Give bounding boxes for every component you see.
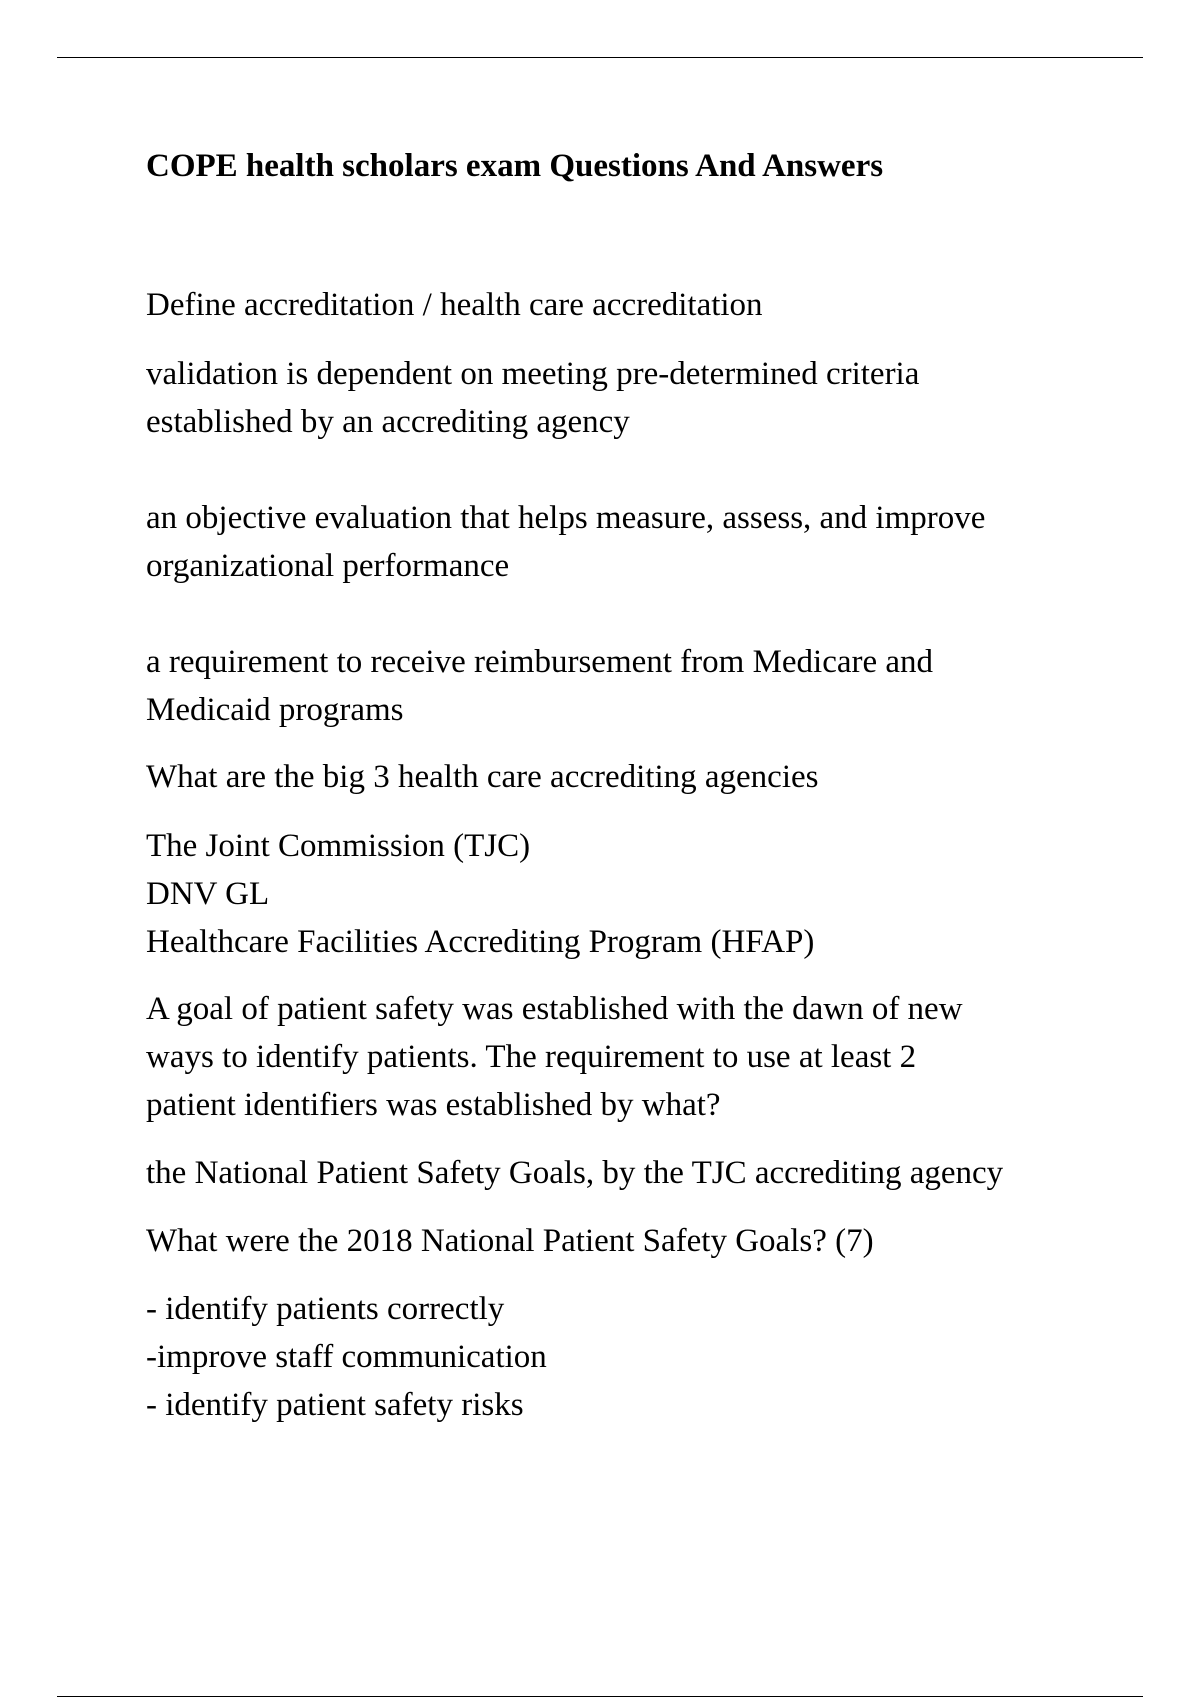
question-text (146, 1217, 874, 1265)
question-text (146, 753, 818, 801)
text-line: an objective evaluation that helps measure, assess, and improve (146, 500, 986, 536)
text-line: What were the 2018 National Patient Safety Goals? (7) (146, 1223, 874, 1259)
text-line: Medicaid programs (146, 692, 404, 728)
text-line: - identify patients correctly (146, 1291, 505, 1327)
bottom-rule (57, 1696, 1143, 1697)
answer-text (146, 350, 919, 446)
text-line: What are the big 3 health care accrediting agencies (146, 759, 819, 795)
answer-text (146, 822, 814, 966)
text-line: a requirement to receive reimbursement from Medicare and (146, 644, 934, 680)
text-line: Define accreditation / health care accreditation (146, 287, 763, 323)
text-line: ways to identify patients. The requirement to use at least 2 (146, 1039, 917, 1075)
text-line: - identify patient safety risks (146, 1387, 524, 1423)
answer-text (146, 494, 985, 590)
text-line: -improve staff communication (146, 1339, 547, 1375)
top-rule (57, 57, 1143, 58)
answer-text (146, 638, 933, 734)
text-line: validation is dependent on meeting pre-determined criteria (146, 356, 920, 392)
text-line: DNV GL (146, 876, 270, 912)
text-line: A goal of patient safety was established with the dawn of new (146, 991, 963, 1027)
answer-text (146, 1149, 1003, 1197)
document-title: COPE health scholars exam Questions And Answers (146, 148, 884, 184)
question-text (146, 281, 763, 329)
text-line: Healthcare Facilities Accrediting Program (HFAP) (146, 924, 815, 960)
question-text (146, 985, 963, 1129)
answer-text (146, 1285, 547, 1429)
text-line: patient identifiers was established by what? (146, 1087, 721, 1123)
text-line: The Joint Commission (TJC) (146, 828, 531, 864)
text-line: organizational performance (146, 548, 510, 584)
text-line: established by an accrediting agency (146, 404, 630, 440)
text-line: the National Patient Safety Goals, by the TJC accrediting agency (146, 1155, 1004, 1191)
